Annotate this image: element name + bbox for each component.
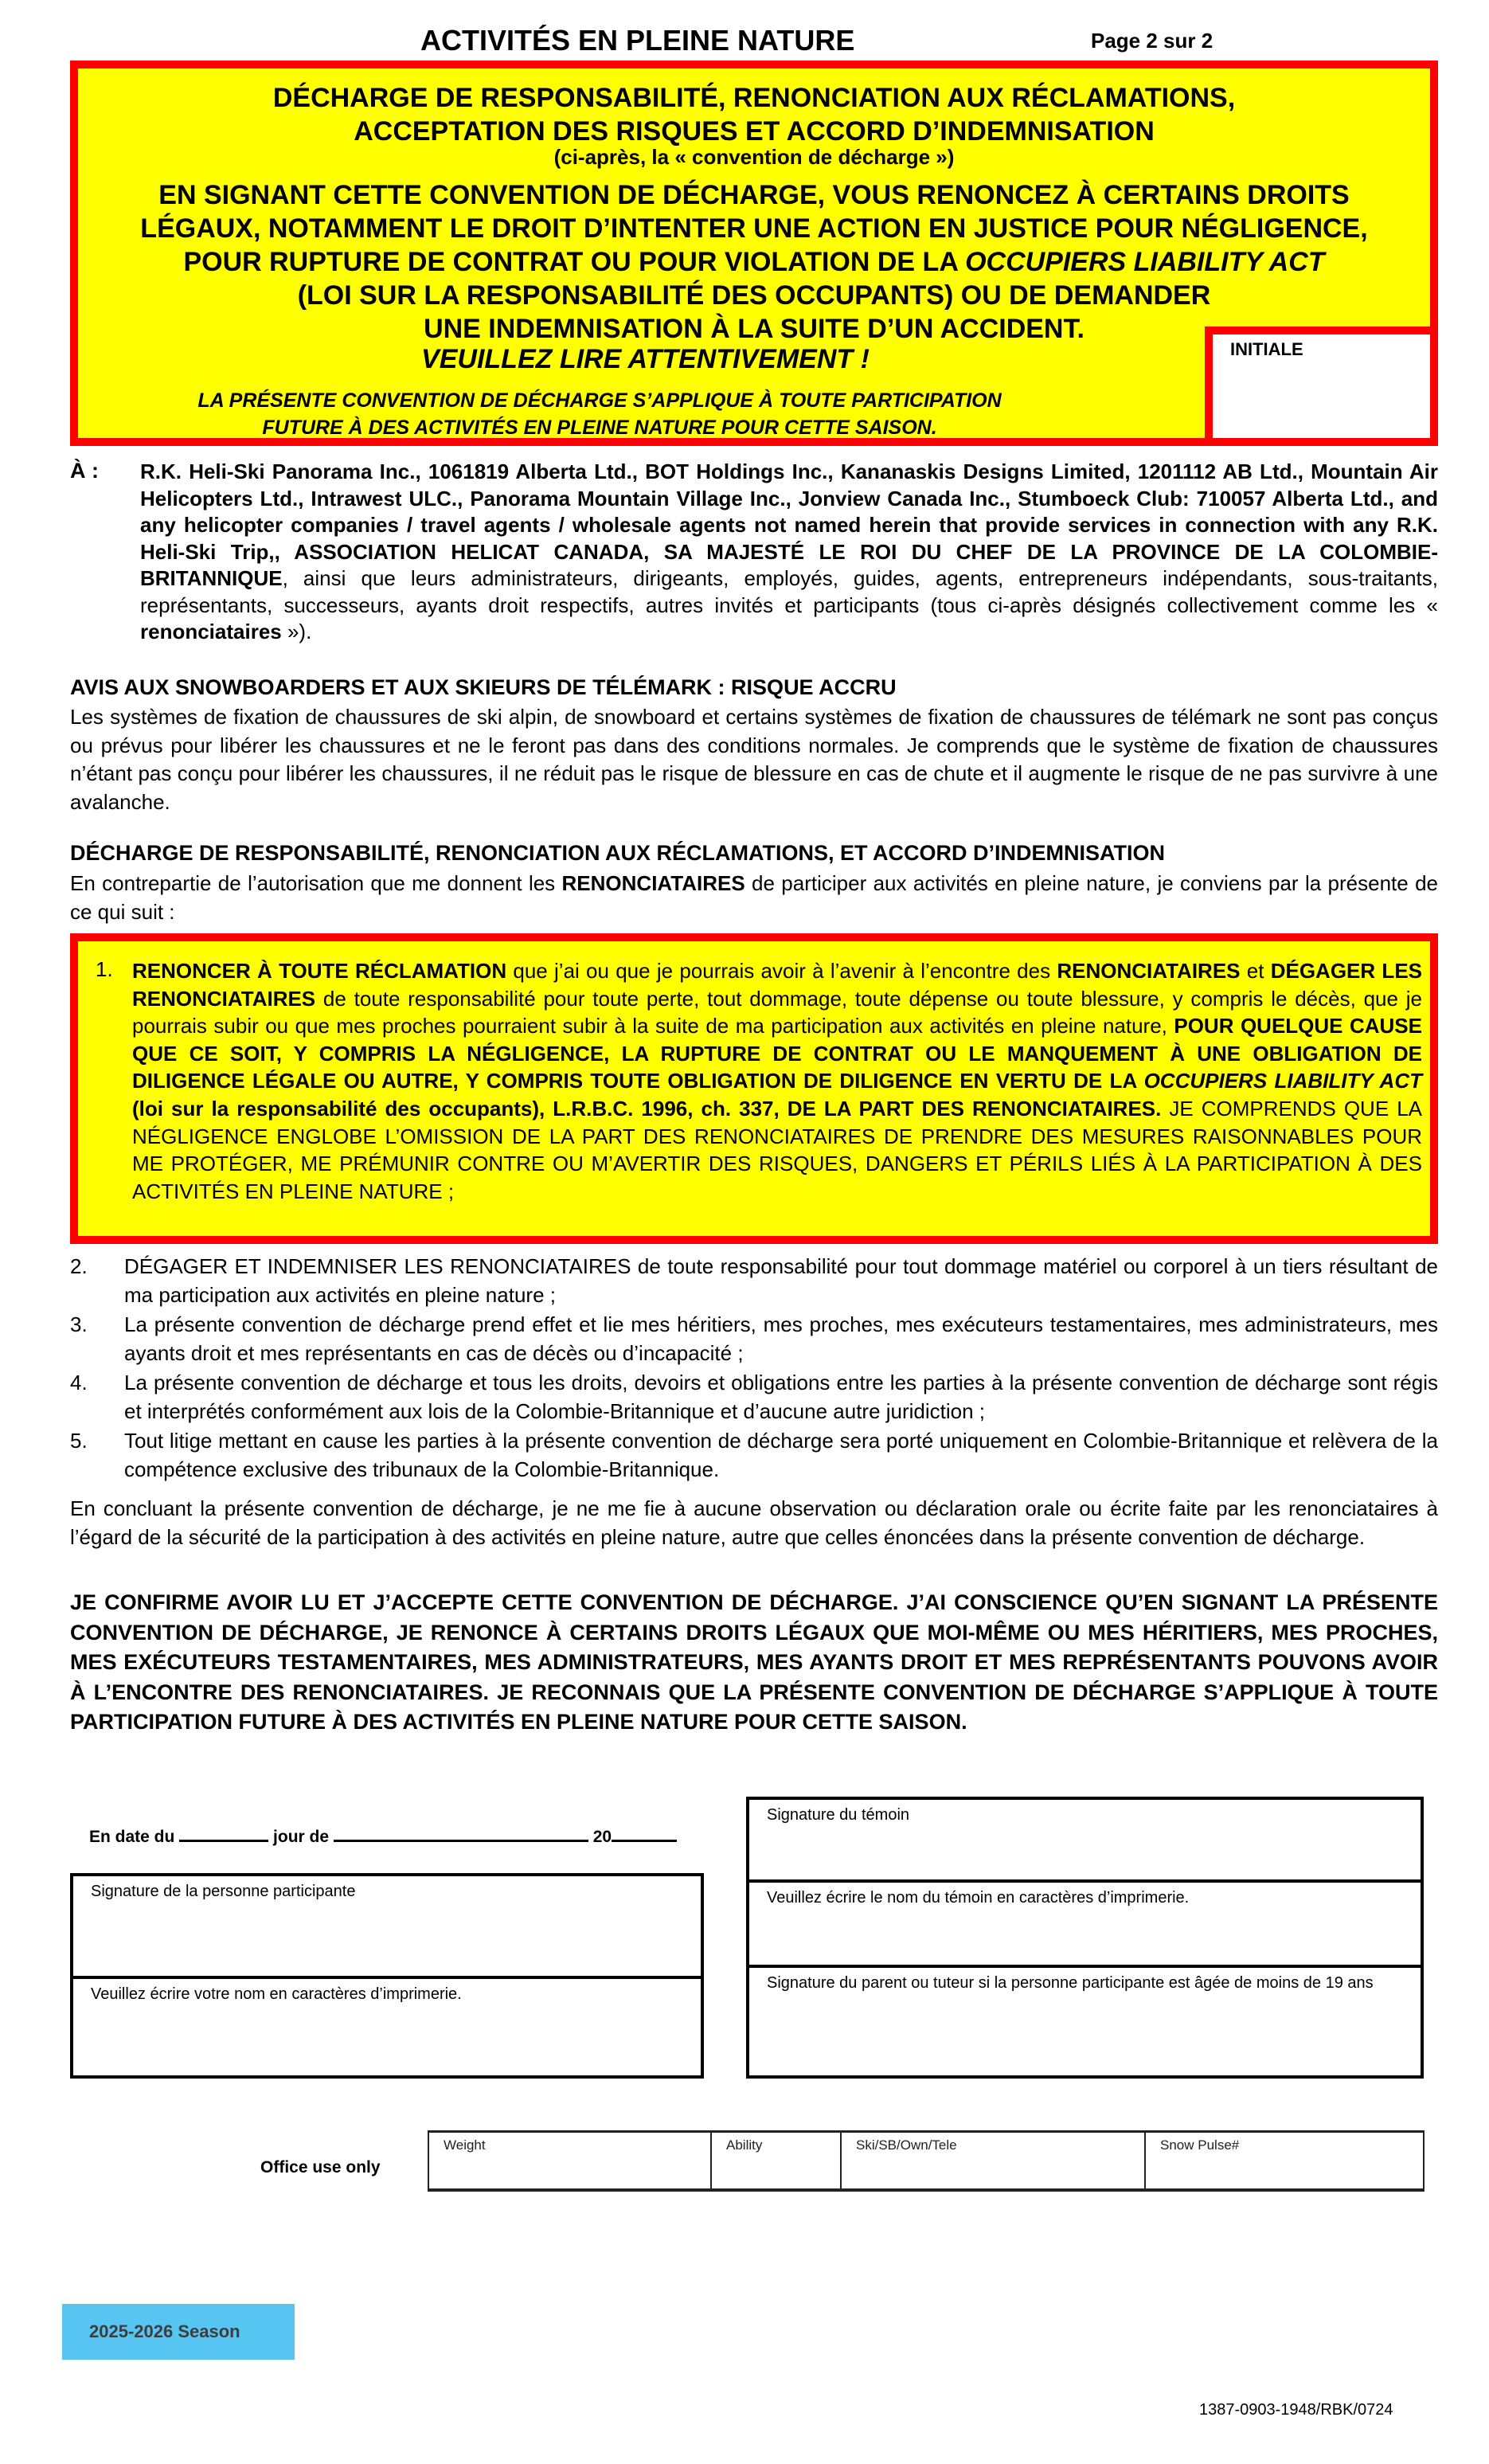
clause-1-text <box>132 957 1422 1205</box>
act-name: OCCUPIERS LIABILITY ACT <box>965 247 1325 277</box>
rights-notice-line-2: LÉGAUX, NOTAMMENT LE DROIT D’INTENTER UNE ACTION EN JUSTICE POUR NÉGLIGENCE, <box>140 213 1368 244</box>
month-field[interactable] <box>334 1824 588 1842</box>
addressee-label: À : <box>70 459 99 483</box>
season-label: 2025-2026 Season <box>89 2321 240 2341</box>
addressee-list <box>140 459 1438 646</box>
equipment-type-field[interactable] <box>842 2133 1146 2188</box>
snow-pulse-field[interactable] <box>1146 2133 1423 2188</box>
release-intro-rest: de participer aux activités en pleine nature, je conviens par la présente de ce qui suit : <box>70 871 1438 924</box>
clause-text: La présente convention de décharge prend effet et lie mes héritiers, mes proches, mes exécuteurs testamentaires, mes administrateurs, mes ayants droit et mes représentants en cas de décès ou d’incapacité ; <box>124 1312 1438 1365</box>
clause-number: 2. <box>70 1254 88 1278</box>
clause-text: La présente convention de décharge et tous les droits, devoirs et obligations entre les parties à la présente convention de décharge sont régis et interprétés conformément aux lois de la Colombie-Britannique et d’aucune autre juridiction ; <box>124 1371 1438 1423</box>
clause-1-part: que j’ai ou que je pourrais avoir à l’avenir à l’encontre des <box>506 959 1057 983</box>
page-title: ACTIVITÉS EN PLEINE NATURE <box>420 24 855 57</box>
clause-number: 3. <box>70 1312 88 1336</box>
snowboard-telemark-heading: AVIS AUX SNOWBOARDERS ET AUX SKIEURS DE TÉLÉMARK : RISQUE ACCRU <box>70 675 897 699</box>
season-badge <box>62 2304 295 2360</box>
releasee-parties: R.K. Heli-Ski Panorama Inc., 1061819 Alberta Ltd., BOT Holdings Inc., Kananaskis Designs Limited, 1201112 AB Ltd., Mountain Air Helicopters Ltd., Intrawest ULC., Panorama Mountain Village Inc., Jonview Canada Inc., Stumboeck Club: 710057 Alberta Ltd., and any helicopter companies / travel agents / wholesale agents not named herein that provide services in connection with any R.K. Heli-Ski Trip,, ASSOCIATION HELICAT CANADA, SA MAJESTÉ LE ROI DU CHEF DE LA PROVINCE DE LA COLOMBIE-BRITANNIQUE <box>140 460 1438 590</box>
rights-notice <box>78 178 1430 346</box>
rights-notice-line-1: EN SIGNANT CETTE CONVENTION DE DÉCHARGE, VOUS RENONCEZ À CERTAINS DROITS <box>158 180 1350 210</box>
ability-field[interactable] <box>712 2133 842 2188</box>
clause-1-box <box>70 933 1438 1244</box>
releasee-end: »). <box>281 620 312 643</box>
day-field[interactable] <box>179 1824 268 1842</box>
witness-name-field[interactable] <box>749 1879 1421 1965</box>
clause-text: DÉGAGER ET INDEMNISER LES RENONCIATAIRES de toute responsabilité pour tout dommage matériel ou corporel à un tiers résultant de ma participation aux activités en pleine nature ; <box>124 1254 1438 1307</box>
guardian-signature-field[interactable] <box>749 1965 1421 2075</box>
rights-notice-text: POUR RUPTURE DE CONTRAT OU POUR VIOLATION DE LA <box>183 247 966 277</box>
confirmation-statement: JE CONFIRME AVOIR LU ET J’ACCEPTE CETTE CONVENTION DE DÉCHARGE. J’AI CONSCIENCE QU’EN SIGNANT LA PRÉSENTE CONVENTION DE DÉCHARGE, JE RENONCE À CERTAINS DROITS LÉGAUX QUE MOI-MÊME OU MES HÉRITIERS, MES PROCHES, MES EXÉCUTEURS TESTAMENTAIRES, MES ADMINISTRATEURS, MES AYANTS DROIT ET MES REPRÉSENTANTS POUVONS AVOIR À L’ENCONTRE DES RENONCIATAIRES. JE RECONNAIS QUE LA PRÉSENTE CONVENTION DE DÉCHARGE S’APPLIQUE À TOUTE PARTICIPATION FUTURE À DES ACTIVITÉS EN PLEINE NATURE POUR CETTE SAISON. <box>70 1590 1438 1734</box>
clause-1-act-name: OCCUPIERS LIABILITY ACT <box>1143 1069 1422 1093</box>
initial-field[interactable] <box>1205 327 1438 446</box>
clause-1-part: JE COMPRENDS QUE LA NÉGLIGENCE ENGLOBE L’OMISSION DE LA PART DES RENONCIATAIRES DE PRENDRE DES MESURES RAISONNABLES POUR ME PROTÉGER, ME PRÉMUNIR CONTRE OU M’AVERTIR DES RISQUES, DANGERS ET PÉRILS LIÉS À LA PARTICIPATION À DES ACTIVITÉS EN PLEINE NATURE ; <box>132 1096 1422 1203</box>
clause-1-part: DÉGAGER LES RENONCIATAIRES <box>132 959 1422 1011</box>
year-field[interactable] <box>612 1824 677 1842</box>
witness-signature-label: Signature du témoin <box>767 1806 910 1824</box>
release-intro-term: RENONCIATAIRES <box>561 871 745 895</box>
season-applies-line-1: LA PRÉSENTE CONVENTION DE DÉCHARGE S’APPLIQUE À TOUTE PARTICIPATION <box>197 389 1002 412</box>
participant-signature-box <box>70 1873 704 2079</box>
waiver-subtitle: (ci-après, la « convention de décharge ») <box>553 145 955 169</box>
guardian-signature-label: Signature du parent ou tuteur si la personne participante est âgée de moins de 19 ans <box>767 1974 1374 1992</box>
read-carefully-notice: VEUILLEZ LIRE ATTENTIVEMENT ! <box>421 344 870 374</box>
season-applies-notice <box>78 387 1121 441</box>
date-middle: jour de <box>273 1828 330 1846</box>
participant-name-field[interactable] <box>73 1976 701 2075</box>
clause-1-part: RENONCER À TOUTE RÉCLAMATION <box>132 959 507 983</box>
reliance-statement: En concluant la présente convention de décharge, je ne me fie à aucune observation ou déclaration orale ou écrite faite par les renonciataires à l’égard de la sécurité de la participation à des activités en pleine nature, autre que celles énoncées dans la présente convention de décharge. <box>70 1496 1438 1549</box>
release-intro-text: En contrepartie de l’autorisation que me donnent les <box>70 871 562 895</box>
document-id: 1387-0903-1948/RBK/0724 <box>1199 2401 1393 2419</box>
date-line <box>89 1824 677 1847</box>
waiver-title <box>78 81 1430 148</box>
clause-number: 1. <box>96 957 113 981</box>
year-prefix: 20 <box>592 1828 612 1846</box>
participant-name-label: Veuillez écrire votre nom en caractères d’imprimerie. <box>91 1985 462 2003</box>
releasee-term: renonciataires <box>140 620 282 643</box>
waiver-title-line-2: ACCEPTATION DES RISQUES ET ACCORD D’INDEMNISATION <box>354 116 1155 147</box>
ability-label: Ability <box>726 2137 763 2153</box>
clause-number: 4. <box>70 1371 88 1394</box>
participant-signature-label: Signature de la personne participante <box>91 1883 356 1900</box>
weight-label: Weight <box>444 2137 486 2153</box>
snow-pulse-label: Snow Pulse# <box>1160 2137 1240 2153</box>
clause-text: Tout litige mettant en cause les parties à la présente convention de décharge sera porté uniquement en Colombie-Britannique et relèvera de la compétence exclusive des tribunaux de la Colombie-Britannique. <box>124 1429 1438 1481</box>
clause-1-part: (loi sur la responsabilité des occupants), L.R.B.C. 1996, ch. 337, DE LA PART DES RENONCIATAIRES. <box>132 1096 1162 1121</box>
date-prefix: En date du <box>89 1828 175 1846</box>
rights-notice-line-4: (LOI SUR LA RESPONSABILITÉ DES OCCUPANTS) OU DE DEMANDER <box>297 280 1211 311</box>
witness-signature-field[interactable] <box>749 1800 1421 1879</box>
waiver-title-line-1: DÉCHARGE DE RESPONSABILITÉ, RENONCIATION AUX RÉCLAMATIONS, <box>272 83 1236 113</box>
snowboard-telemark-text: Les systèmes de fixation de chaussures de ski alpin, de snowboard et certains systèmes de fixation de chaussures de télémark ne sont pas conçus ou prévus pour libérer les chaussures et ne le feront pas dans des conditions normales. Je comprends que le système de fixation de chaussures n’étant pas conçu pour libérer les chaussures, il ne réduit pas le risque de blessure en cas de chute et il augmente le risque de ne pas survivre à une avalanche. <box>70 705 1438 814</box>
rights-notice-line-5: UNE INDEMNISATION À LA SUITE D’UN ACCIDENT. <box>424 314 1085 344</box>
participant-signature-field[interactable] <box>73 1876 701 1976</box>
release-intro <box>70 870 1438 926</box>
weight-field[interactable] <box>429 2133 712 2188</box>
clause-1-part: POUR QUELQUE CAUSE QUE CE SOIT, Y COMPRIS LA NÉGLIGENCE, LA RUPTURE DE CONTRAT OU LE MANQUEMENT À UNE OBLIGATION DE DILIGENCE LÉGALE OU AUTRE, Y COMPRIS TOUTE OBLIGATION DE DILIGENCE EN VERTU DE LA <box>132 1014 1422 1093</box>
release-heading: DÉCHARGE DE RESPONSABILITÉ, RENONCIATION AUX RÉCLAMATIONS, ET ACCORD D’INDEMNISATION <box>70 841 1166 865</box>
clause-1-part: de toute responsabilité pour toute perte, tout dommage, toute dépense ou toute blessure, y compris le décès, que je pourrais subir ou que mes proches pourraient subir à la suite de ma participation aux activités en pleine nature, <box>132 986 1422 1038</box>
clause-1-part: et <box>1240 959 1271 983</box>
releasee-others: , ainsi que leurs administrateurs, dirigeants, employés, guides, agents, entrepreneurs indépendants, sous-traitants, représentants, successeurs, ayants droit respectifs, autres invités et participants (tous ci-après désignés collectivement comme les « <box>140 566 1438 617</box>
clause-number: 5. <box>70 1429 88 1453</box>
equipment-type-label: Ski/SB/Own/Tele <box>856 2137 957 2153</box>
office-use-table <box>428 2130 1425 2192</box>
witness-signature-box <box>746 1797 1424 2079</box>
witness-name-label: Veuillez écrire le nom du témoin en caractères d’imprimerie. <box>767 1889 1190 1907</box>
office-use-label: Office use only <box>260 2158 381 2177</box>
initial-label: INITIALE <box>1230 339 1303 359</box>
page-number: Page 2 sur 2 <box>1091 29 1213 53</box>
season-applies-line-2: FUTURE À DES ACTIVITÉS EN PLEINE NATURE POUR CETTE SAISON. <box>262 417 937 439</box>
clause-1-part: RENONCIATAIRES <box>1057 959 1241 983</box>
rights-notice-line-3 <box>78 245 1430 279</box>
